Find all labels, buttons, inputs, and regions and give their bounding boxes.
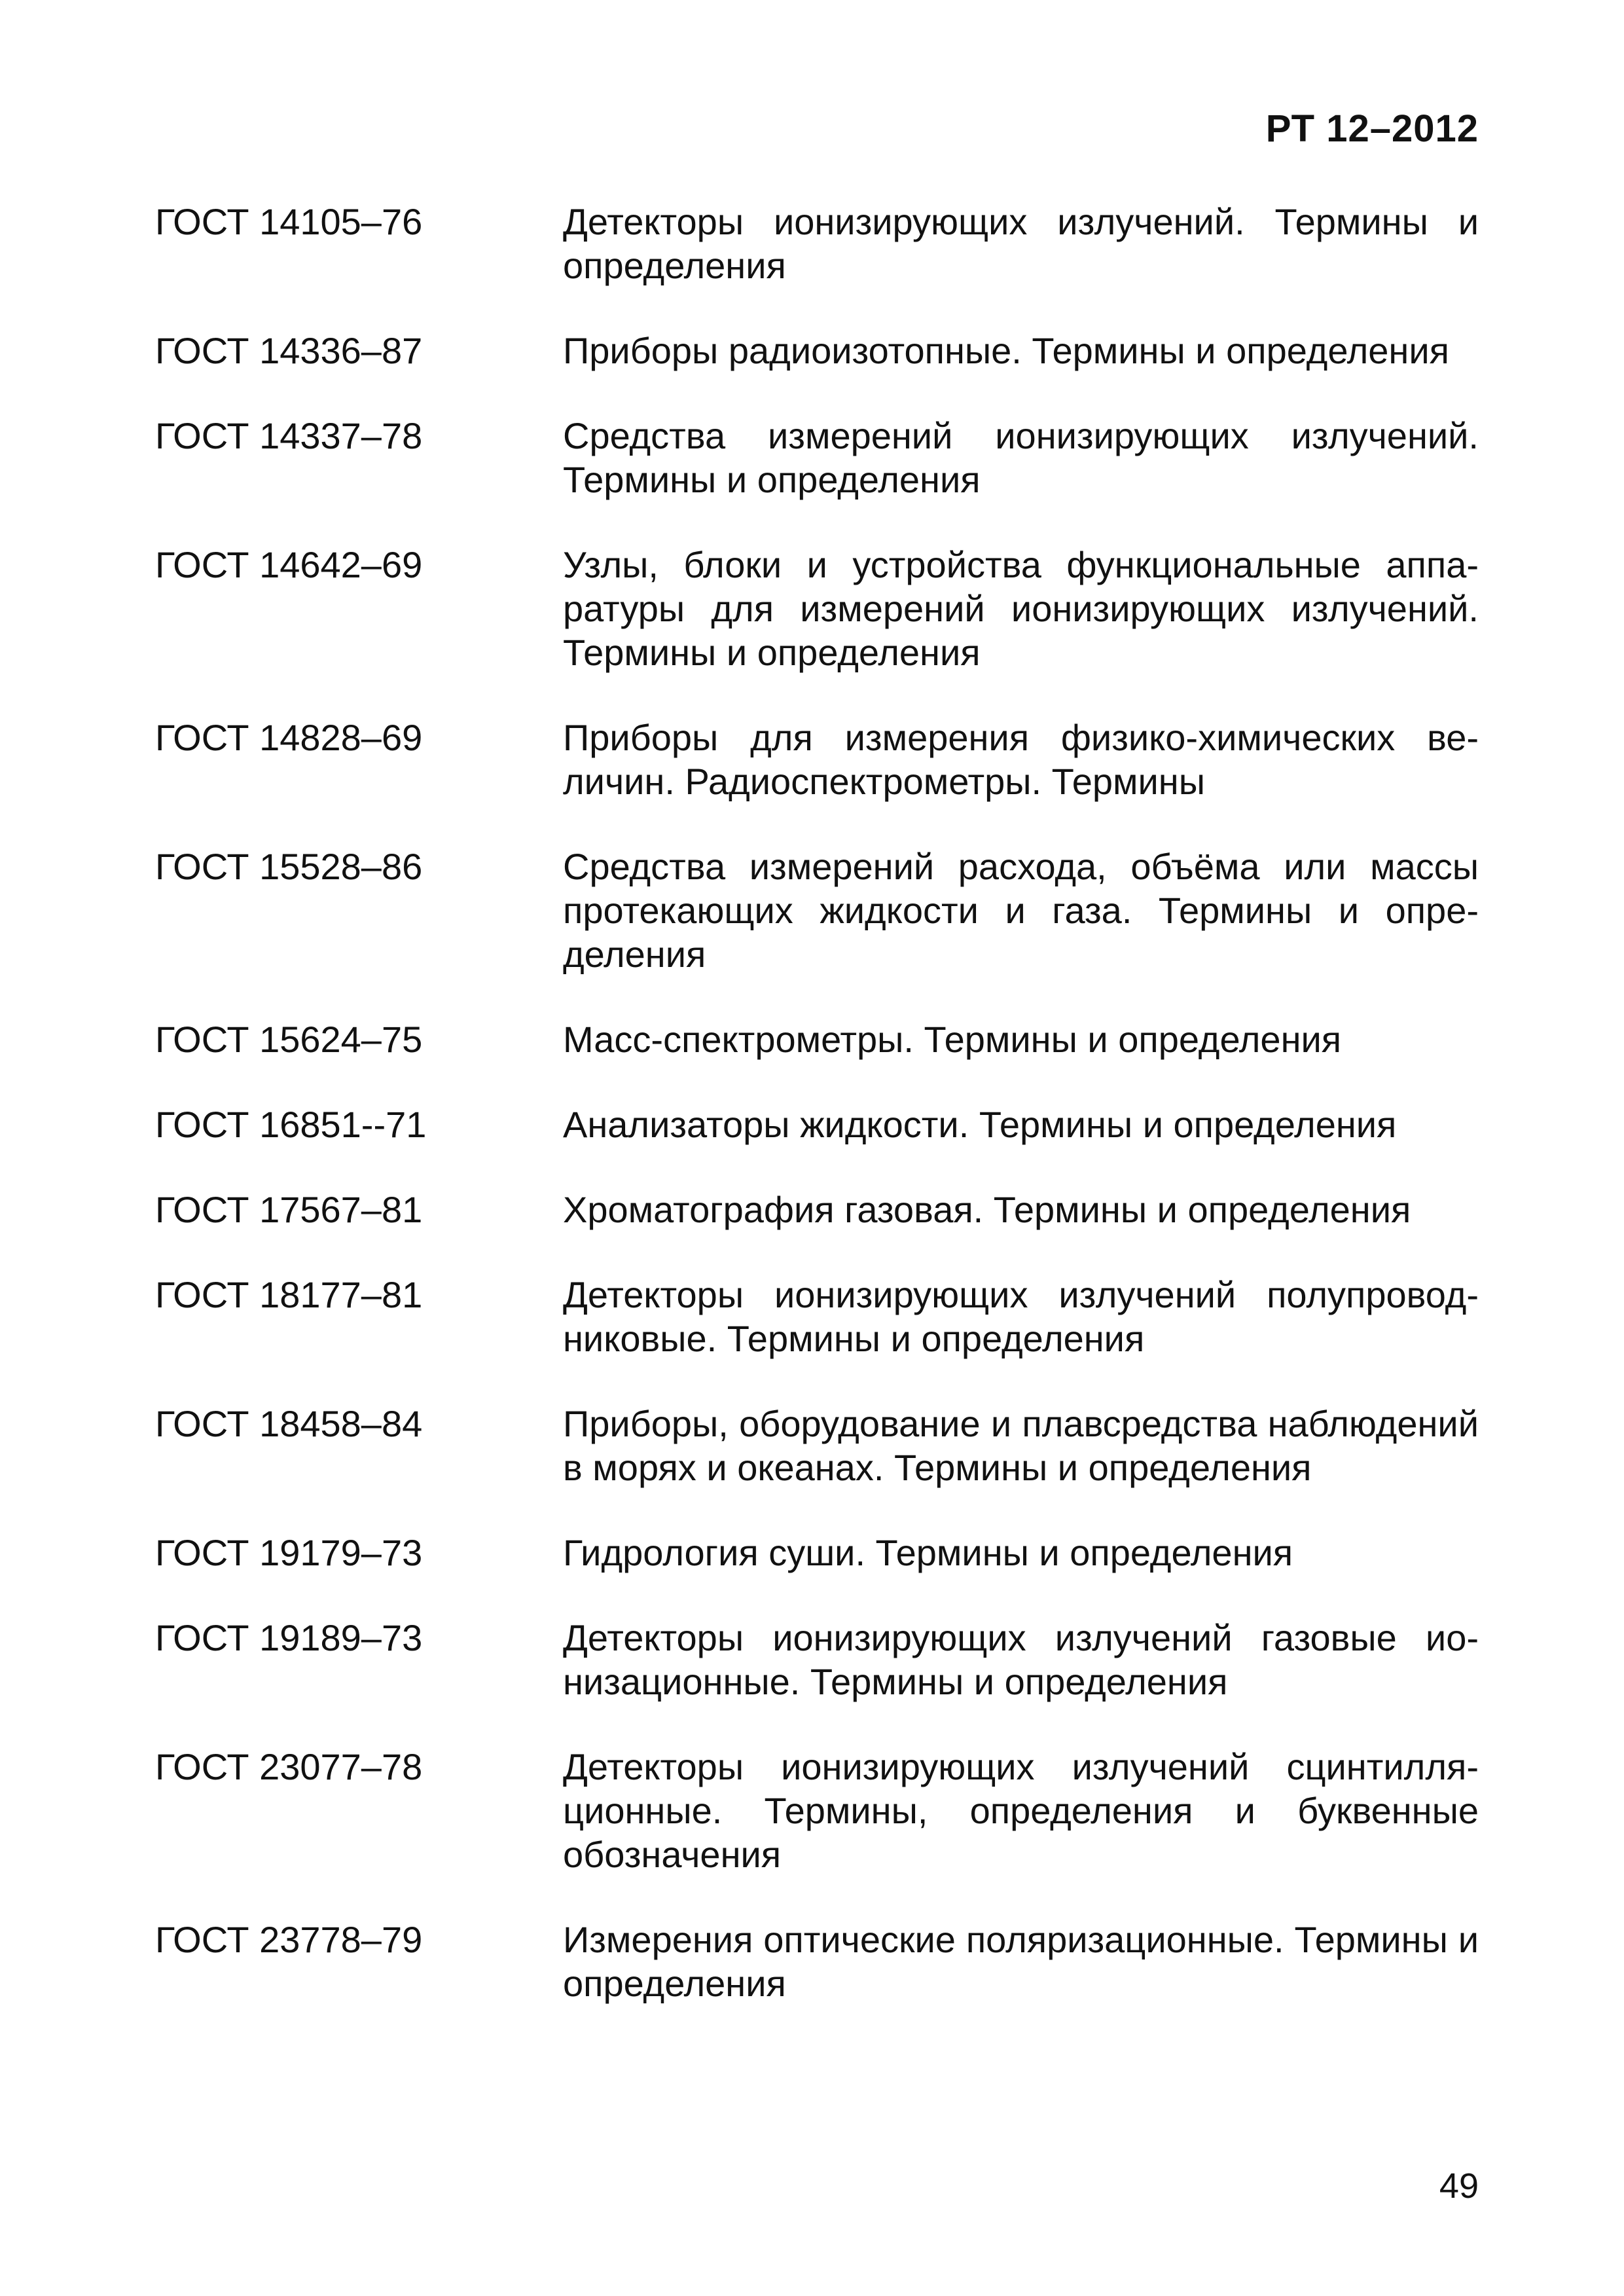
reference-row [155, 1531, 1479, 1575]
reference-code: ГОСТ 14337–78 [155, 415, 423, 456]
reference-title: Детекторы ионизирующих излучений полупроводниковые. Термины и определения [563, 1274, 1479, 1359]
reference-title: Приборы, оборудование и плавсредства наблюдений в морях и океанах. Термины и определения [563, 1403, 1479, 1488]
reference-code: ГОСТ 14642–69 [155, 544, 423, 585]
reference-code: ГОСТ 14105–76 [155, 201, 423, 242]
reference-title: Детекторы ионизирующих излучений. Термины и определения [563, 201, 1479, 286]
reference-row [155, 1017, 1479, 1061]
reference-row [155, 1188, 1479, 1231]
reference-row [155, 1102, 1479, 1146]
reference-title: Детекторы ионизирующих излучений сцинтилляционные. Термины, определения и буквенные обозначения [563, 1746, 1479, 1875]
reference-title: Приборы для измерения физико-химических величин. Радиоспектрометры. Термины [563, 717, 1479, 802]
reference-title: Приборы радиоизотопные. Термины и определения [563, 330, 1449, 371]
document-code: РТ 12–2012 [1265, 107, 1479, 150]
reference-code: ГОСТ 19189–73 [155, 1617, 423, 1658]
reference-title: Масс-спектрометры. Термины и определения [563, 1019, 1342, 1060]
reference-title: Узлы, блоки и устройства функциональные аппаратуры для измерений ионизирующих излучений. Термины и определения [563, 544, 1479, 673]
reference-row [155, 1402, 1479, 1489]
reference-title: Хроматография газовая. Термины и определения [563, 1189, 1411, 1230]
reference-code: ГОСТ 18458–84 [155, 1403, 423, 1444]
reference-row [155, 200, 1479, 287]
reference-code: ГОСТ 19179–73 [155, 1532, 423, 1573]
reference-row [155, 543, 1479, 674]
reference-code: ГОСТ 17567–81 [155, 1189, 423, 1230]
reference-row [155, 845, 1479, 976]
reference-code: ГОСТ 15528–86 [155, 846, 423, 887]
reference-code: ГОСТ 15624–75 [155, 1019, 423, 1060]
reference-title: Детекторы ионизирующих излучений газовые ионизационные. Термины и определения [563, 1617, 1479, 1702]
reference-code: ГОСТ 23077–78 [155, 1746, 423, 1787]
reference-row [155, 716, 1479, 803]
reference-code: ГОСТ 16851--71 [155, 1104, 427, 1145]
reference-title: Средства измерений ионизирующих излучений. Термины и определения [563, 415, 1479, 500]
reference-code: ГОСТ 23778–79 [155, 1919, 423, 1960]
reference-row [155, 1918, 1479, 2005]
reference-code: ГОСТ 14828–69 [155, 717, 423, 758]
reference-title: Анализаторы жидкости. Термины и определения [563, 1104, 1397, 1145]
reference-title: Гидрология суши. Термины и определения [563, 1532, 1293, 1573]
reference-row [155, 329, 1479, 373]
reference-title: Средства измерений расхода, объёма или массы протекающих жидкости и газа. Термины и определения [563, 846, 1479, 975]
reference-row [155, 1273, 1479, 1360]
reference-row [155, 1745, 1479, 1876]
reference-row [155, 1616, 1479, 1704]
reference-code: ГОСТ 14336–87 [155, 330, 423, 371]
reference-code: ГОСТ 18177–81 [155, 1274, 423, 1315]
reference-row [155, 414, 1479, 501]
reference-title: Измерения оптические поляризационные. Термины и определения [563, 1919, 1479, 2004]
page-number: 49 [1439, 2166, 1479, 2206]
references-list [155, 200, 1479, 2047]
